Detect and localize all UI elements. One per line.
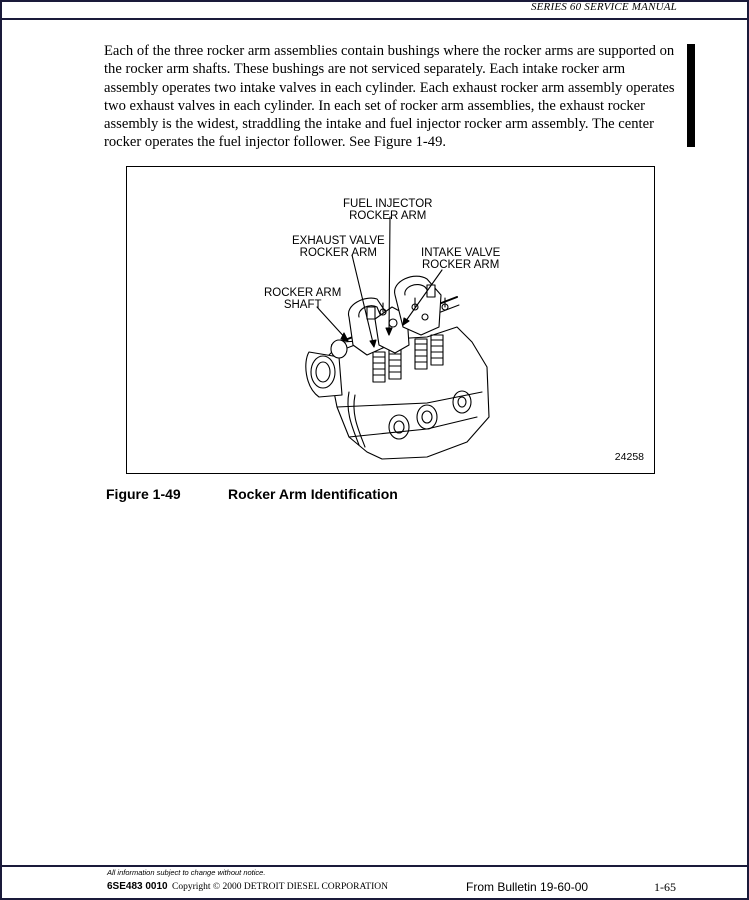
header-rule — [2, 18, 747, 20]
footer-notice: All information subject to change without notice. — [107, 868, 266, 877]
figure-number: 24258 — [614, 451, 644, 463]
callout-shaft-line1: ROCKER ARM — [264, 287, 342, 299]
callout-fuel-injector-line1: FUEL INJECTOR — [343, 198, 433, 210]
callout-intake-line2: ROCKER ARM — [421, 259, 500, 271]
change-bar — [687, 44, 695, 147]
running-header: SERIES 60 SERVICE MANUAL — [530, 1, 677, 13]
footer-copyright: Copyright © 2000 DETROIT DIESEL CORPORATION — [172, 882, 388, 892]
callout-rocker-arm-shaft — [264, 287, 341, 311]
callout-fuel-injector-rocker-arm — [343, 198, 432, 222]
figure-caption-number: Figure 1-49 — [106, 486, 181, 502]
footer-page-number: 1-65 — [654, 880, 676, 894]
figure-box — [126, 166, 655, 474]
callout-exhaust-line1: EXHAUST VALVE — [292, 235, 385, 247]
callout-intake-line1: INTAKE VALVE — [421, 247, 501, 259]
callout-shaft-line2: SHAFT — [283, 299, 322, 311]
footer-rule — [2, 865, 747, 867]
footer-bulletin: From Bulletin 19-60-00 — [466, 880, 589, 894]
footer-document-code: 6SE483 0010 — [107, 881, 168, 892]
callout-intake-valve-rocker-arm — [421, 247, 500, 271]
body-paragraph: Each of the three rocker arm assemblies contain bushings where the rocker arms are supported on the rocker arm shafts. These bushings are not serviced separately. Each intake rocker arm assembly operates two intake valves in each cylinder. Each exhaust rocker arm assembly operates two exhaust valves in each cylinder. In each set of rocker arm assemblies, the exhaust rocker assembly is the widest, straddling the intake and fuel injector rocker arm assembly. The center rocker operates the fuel injector follower. See Figure 1-49. — [104, 43, 675, 151]
callout-exhaust-valve-rocker-arm — [292, 235, 385, 259]
callout-exhaust-line2: ROCKER ARM — [299, 247, 377, 259]
figure-caption-title: Rocker Arm Identification — [228, 486, 398, 502]
callout-fuel-injector-line2: ROCKER ARM — [349, 210, 427, 222]
